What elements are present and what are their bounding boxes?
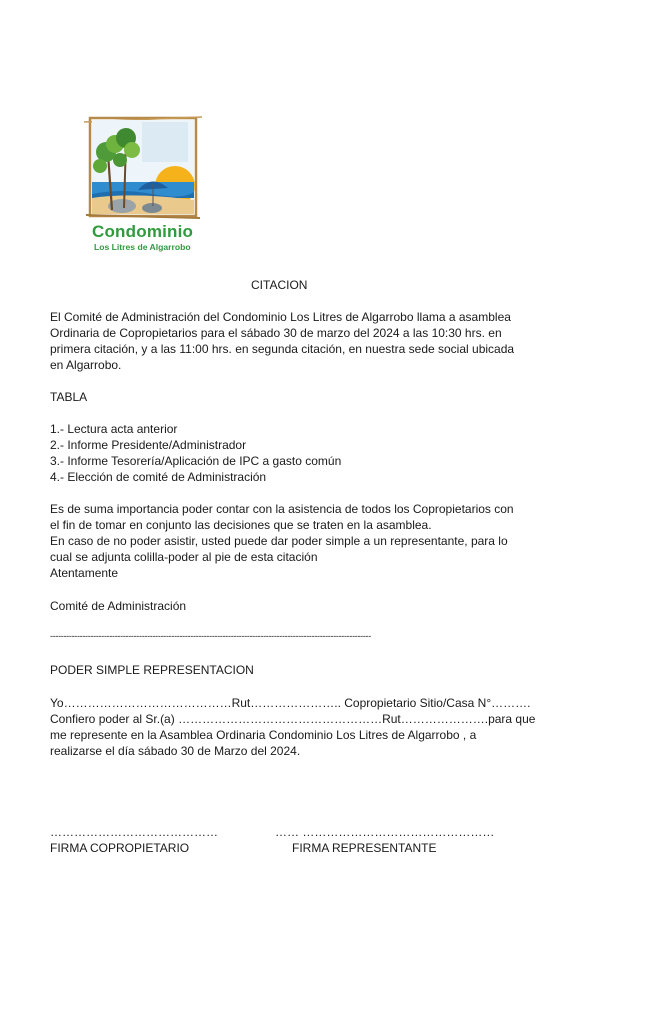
cut-separator: ----------------------------------------------------------------------------------------------------------------------- (50, 631, 371, 641)
intro-line: Ordinaria de Copropietarios para el sábado 30 de marzo del 2024 a las 10:30 hrs. en (50, 326, 502, 340)
signature-label-representative: FIRMA REPRESENTANTE (292, 841, 437, 855)
poder-line: me represente en la Asamblea Ordinaria Condominio Los Litres de Algarrobo , a (50, 728, 477, 742)
signature-label-owner: FIRMA COPROPIETARIO (50, 841, 190, 855)
poder-line: realizarse el día sábado 30 de Marzo del 2024. (50, 744, 301, 758)
agenda-item: 1.- Lectura acta anterior (50, 422, 178, 436)
logo-sand (92, 195, 194, 214)
signature-line-representative: …… ………………………………………… (275, 825, 495, 839)
agenda-item: 4.- Elección de comité de Administración (50, 470, 267, 484)
logo-subtitle: Los Litres de Algarrobo (94, 242, 191, 252)
poder-line: Confiero poder al Sr.(a) ……………………………………………Rut………………….para que (50, 712, 536, 726)
closing-text: Atentamente (50, 566, 119, 580)
signature-line-owner: …………………………………… (50, 825, 218, 839)
tabla-heading: TABLA (50, 390, 88, 404)
logo-emblem (82, 114, 206, 222)
intro-line: El Comité de Administración del Condominio Los Litres de Algarrobo llama a asamblea (50, 310, 511, 324)
poder-line: Yo……………………………………Rut………………….. Copropietario Sitio/Casa N°………. (50, 696, 531, 710)
document-title: CITACION (251, 278, 308, 292)
body-line: Es de suma importancia poder contar con la asistencia de todos los Copropietarios con (50, 502, 514, 516)
agenda-item: 2.- Informe Presidente/Administrador (50, 438, 247, 452)
body-line: cual se adjunta colilla-poder al pie de esta citación (50, 550, 318, 564)
logo-title: Condominio (92, 222, 194, 241)
agenda-item: 3.- Informe Tesorería/Aplicación de IPC a gasto común (50, 454, 342, 468)
body-line: En caso de no poder asistir, usted puede dar poder simple a un representante, para lo (50, 534, 508, 548)
condominio-logo (82, 114, 206, 258)
body-line: el fin de tomar en conjunto las decisiones que se traten en la asamblea. (50, 518, 432, 532)
intro-line: en Algarrobo. (50, 358, 122, 372)
signature-committee: Comité de Administración (50, 599, 187, 613)
intro-line: primera citación, y a las 11:00 hrs. en segunda citación, en nuestra sede social ubicada (50, 342, 515, 356)
poder-heading: PODER SIMPLE REPRESENTACION (50, 663, 254, 677)
